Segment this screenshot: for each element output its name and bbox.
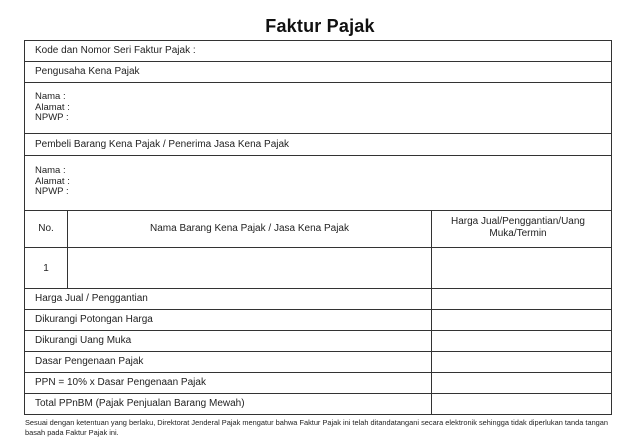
- buyer-section-header: [25, 134, 611, 156]
- serial-number-label: Kode dan Nomor Seri Faktur Pajak :: [35, 45, 196, 56]
- summary-label: Dikurangi Uang Muka: [35, 335, 132, 346]
- seller-identity-fields: [35, 92, 70, 124]
- document-title: Faktur Pajak: [265, 16, 375, 36]
- row-number: 1: [43, 263, 49, 274]
- summary-label: PPN = 10% x Dasar Pengenaan Pajak: [35, 377, 206, 388]
- column-header-no: No.: [38, 223, 54, 234]
- items-table-header: [25, 211, 611, 248]
- summary-row-luxury-tax: [25, 394, 611, 414]
- column-divider: [431, 289, 432, 309]
- column-divider: [431, 331, 432, 351]
- summary-row-discount: [25, 310, 611, 331]
- seller-name-label: Nama :: [35, 91, 66, 102]
- buyer-npwp-label: NPWP :: [35, 186, 69, 197]
- column-divider: [431, 310, 432, 330]
- summary-row-vat: [25, 373, 611, 394]
- summary-row-down-payment: [25, 331, 611, 352]
- buyer-name-label: Nama :: [35, 165, 66, 176]
- summary-label: Total PPnBM (Pajak Penjualan Barang Mewah): [35, 398, 245, 409]
- summary-label: Dasar Pengenaan Pajak: [35, 356, 144, 367]
- column-divider: [67, 248, 68, 288]
- seller-section-header: [25, 62, 611, 83]
- serial-number-row: [25, 41, 611, 62]
- buyer-identity-fields: [35, 166, 70, 198]
- footnote-text: Sesuai dengan ketentuan yang berlaku, Direktorat Jenderal Pajak mengatur bahwa Faktur Pajak ini telah ditandatangani secara elektronik sehingga tidak diperlukan tanda tangan basah pada Faktur Pajak ini.: [25, 418, 609, 437]
- buyer-address-label: Alamat :: [35, 175, 70, 187]
- column-header-item-name: Nama Barang Kena Pajak / Jasa Kena Pajak: [149, 223, 349, 234]
- column-divider: [431, 352, 432, 372]
- buyer-identity-block: [25, 156, 611, 211]
- table-row: [25, 248, 611, 289]
- seller-npwp-label: NPWP :: [35, 112, 69, 123]
- summary-row-selling-price: [25, 289, 611, 310]
- buyer-section-label: Pembeli Barang Kena Pajak / Penerima Jasa Kena Pajak: [35, 139, 290, 150]
- column-divider: [431, 394, 432, 414]
- summary-label: Harga Jual / Penggantian: [35, 293, 148, 304]
- column-header-price: Harga Jual/Penggantian/Uang Muka/Termin: [451, 216, 585, 239]
- summary-row-tax-base: [25, 352, 611, 373]
- seller-address-label: Alamat :: [35, 101, 70, 113]
- column-divider: [431, 373, 432, 393]
- tax-invoice-form: [24, 40, 612, 415]
- column-divider: [431, 211, 432, 247]
- column-divider: [431, 248, 432, 288]
- summary-label: Dikurangi Potongan Harga: [35, 314, 153, 325]
- seller-section-label: Pengusaha Kena Pajak: [35, 66, 140, 77]
- seller-identity-block: [25, 83, 611, 134]
